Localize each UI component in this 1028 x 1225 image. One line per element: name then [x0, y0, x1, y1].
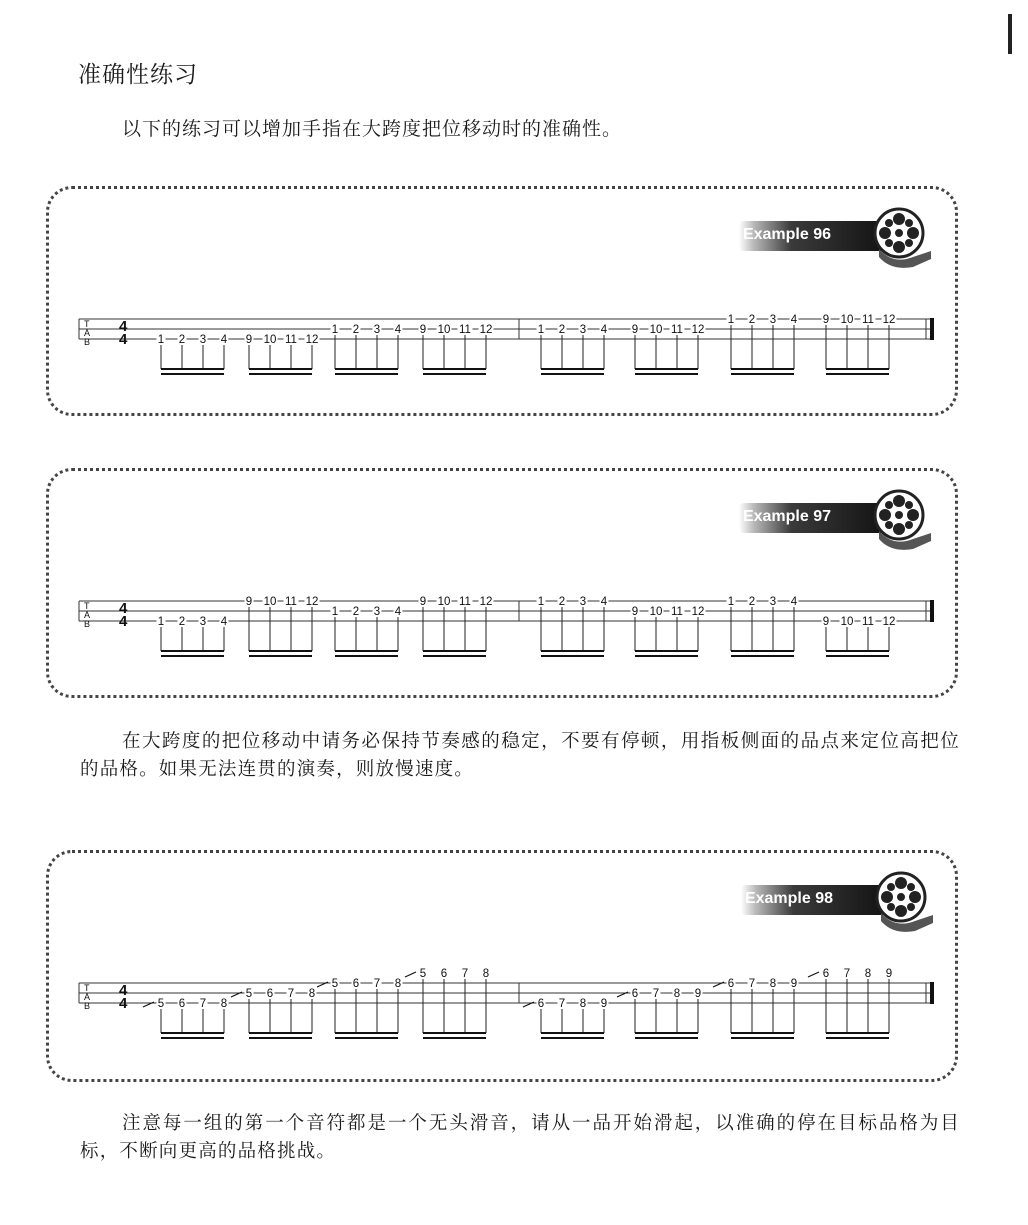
fret-number: 7 [373, 978, 381, 990]
tab-staff [49, 471, 949, 691]
fret-number: 8 [673, 988, 681, 1000]
fret-number: 11 [862, 616, 874, 628]
fret-number: 8 [308, 988, 316, 1000]
fret-number: 6 [352, 978, 360, 990]
slide-marker [405, 972, 416, 977]
fret-number: 9 [694, 988, 702, 1000]
fret-number: 11 [285, 596, 297, 608]
tab-letter: B [84, 337, 91, 347]
fret-number: 12 [479, 324, 493, 336]
fret-number: 9 [822, 314, 830, 326]
fret-number: 4 [394, 606, 402, 618]
fret-number: 1 [331, 606, 339, 618]
tab-staff [49, 189, 949, 409]
fret-number: 11 [285, 334, 297, 346]
fret-number: 6 [537, 998, 545, 1010]
time-signature-digit: 4 [119, 982, 128, 999]
fret-number: 9 [419, 596, 427, 608]
fret-number: 1 [157, 616, 165, 628]
final-bar-thick [930, 600, 934, 622]
fret-number: 2 [178, 334, 186, 346]
fret-number: 3 [199, 616, 207, 628]
fret-number: 10 [437, 596, 451, 608]
fret-number: 11 [671, 324, 683, 336]
fret-number: 11 [459, 596, 471, 608]
fret-number: 12 [882, 314, 896, 326]
fret-number: 9 [822, 616, 830, 628]
fret-number: 9 [419, 324, 427, 336]
fret-number: 9 [631, 324, 639, 336]
fret-number: 1 [331, 324, 339, 336]
fret-number: 9 [245, 596, 253, 608]
slide-marker [808, 972, 819, 977]
fret-number: 7 [558, 998, 566, 1010]
fret-number: 9 [600, 998, 608, 1010]
fret-number: 5 [157, 998, 165, 1010]
example-label: Example 98 [744, 890, 833, 907]
tab-letter: A [84, 610, 91, 620]
fret-number: 2 [558, 596, 566, 608]
fret-number: 7 [748, 978, 756, 990]
fret-number: 1 [727, 596, 735, 608]
fret-number: 8 [220, 998, 228, 1010]
time-signature-digit: 4 [119, 995, 128, 1012]
fret-number: 4 [394, 324, 402, 336]
fret-number: 6 [727, 978, 735, 990]
fret-number: 12 [691, 606, 705, 618]
fret-number: 2 [748, 596, 756, 608]
fret-number: 4 [600, 596, 608, 608]
fret-number: 5 [419, 968, 427, 980]
fret-number: 6 [631, 988, 639, 1000]
fret-number: 2 [558, 324, 566, 336]
time-signature-digit: 4 [119, 613, 128, 630]
page-edge-mark [1008, 14, 1012, 54]
fret-number: 9 [631, 606, 639, 618]
time-signature-digit: 4 [119, 600, 128, 617]
fret-number: 1 [537, 596, 545, 608]
fret-number: 3 [579, 324, 587, 336]
fret-number: 7 [461, 968, 469, 980]
time-signature-digit: 4 [119, 331, 128, 348]
fret-number: 10 [437, 324, 451, 336]
fret-number: 5 [331, 978, 339, 990]
fret-number: 2 [352, 324, 360, 336]
fret-number: 1 [537, 324, 545, 336]
fret-number: 8 [864, 968, 872, 980]
fret-number: 2 [352, 606, 360, 618]
fret-number: 10 [649, 606, 663, 618]
fret-number: 9 [885, 968, 893, 980]
section-title: 准确性练习 [78, 62, 198, 88]
fret-number: 1 [727, 314, 735, 326]
tab-letter: B [84, 1001, 91, 1011]
final-bar-thick [930, 318, 934, 340]
fret-number: 10 [840, 314, 854, 326]
tab-letter: A [84, 992, 91, 1002]
fret-number: 12 [305, 596, 319, 608]
fret-number: 12 [305, 334, 319, 346]
fret-number: 10 [649, 324, 663, 336]
fret-number: 4 [790, 596, 798, 608]
fret-number: 6 [266, 988, 274, 1000]
tab-staff [49, 853, 949, 1073]
fret-number: 3 [579, 596, 587, 608]
example-label: Example 97 [742, 508, 831, 525]
paragraph-1: 在大跨度的把位移动中请务必保持节奏感的稳定，不要有停顿，用指板侧面的品点来定位高把位的品格。如果无法连贯的演奏，则放慢速度。 [80, 731, 960, 780]
fret-number: 4 [790, 314, 798, 326]
fret-number: 11 [671, 606, 683, 618]
fret-number: 10 [263, 596, 277, 608]
fret-number: 8 [482, 968, 490, 980]
fret-number: 11 [459, 324, 471, 336]
fret-number: 4 [220, 616, 228, 628]
fret-number: 11 [862, 314, 874, 326]
fret-number: 10 [263, 334, 277, 346]
tab-letter: B [84, 619, 91, 629]
tab-letter: A [84, 328, 91, 338]
fret-number: 6 [178, 998, 186, 1010]
tab-letter: T [84, 983, 90, 993]
fret-number: 5 [245, 988, 253, 1000]
final-bar-thick [930, 982, 934, 1004]
example-97-box [46, 468, 958, 698]
fret-number: 7 [843, 968, 851, 980]
example-label: Example 96 [742, 226, 831, 243]
time-signature-digit: 4 [119, 318, 128, 335]
fret-number: 2 [178, 616, 186, 628]
fret-number: 9 [245, 334, 253, 346]
fret-number: 7 [287, 988, 295, 1000]
example-96-box [46, 186, 958, 416]
fret-number: 3 [769, 314, 777, 326]
fret-number: 3 [373, 324, 381, 336]
fret-number: 12 [691, 324, 705, 336]
fret-number: 8 [769, 978, 777, 990]
fret-number: 1 [157, 334, 165, 346]
fret-number: 8 [394, 978, 402, 990]
example-98-box [46, 850, 958, 1082]
fret-number: 12 [882, 616, 896, 628]
fret-number: 6 [822, 968, 830, 980]
intro-text: 以下的练习可以增加手指在大跨度把位移动时的准确性。 [122, 118, 623, 140]
tab-letter: T [84, 319, 90, 329]
fret-number: 7 [652, 988, 660, 1000]
fret-number: 12 [479, 596, 493, 608]
fret-number: 9 [790, 978, 798, 990]
fret-number: 6 [440, 968, 448, 980]
fret-number: 4 [220, 334, 228, 346]
fret-number: 3 [199, 334, 207, 346]
paragraph-2: 注意每一组的第一个音符都是一个无头滑音，请从一品开始滑起，以准确的停在目标品格为目标，不断向更高的品格挑战。 [80, 1113, 960, 1162]
fret-number: 10 [840, 616, 854, 628]
tab-letter: T [84, 601, 90, 611]
fret-number: 4 [600, 324, 608, 336]
fret-number: 3 [373, 606, 381, 618]
fret-number: 7 [199, 998, 207, 1010]
fret-number: 8 [579, 998, 587, 1010]
fret-number: 2 [748, 314, 756, 326]
fret-number: 3 [769, 596, 777, 608]
